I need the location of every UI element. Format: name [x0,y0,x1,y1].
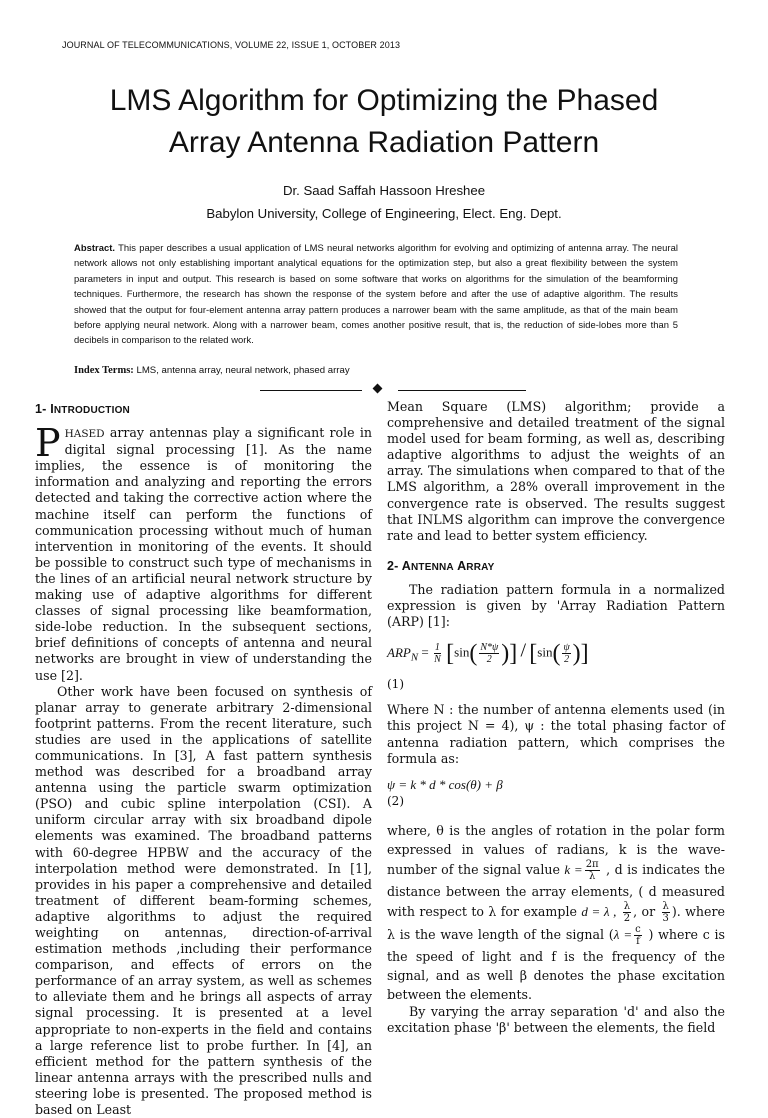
heading-rest: NTENNA [410,561,454,573]
author-affiliation: Babylon University, College of Engineering, Elect. Eng. Dept. [206,206,562,221]
equation-psi: ψ = k * d * cos(θ) + β [387,776,503,792]
array-paragraph-3: where, θ is the angles of rotation in the polar form expressed in values of radians, k is the wave-number of the signal value k = $\frac{2\pi}{\lambda}$ , d is indicates the distance between the array elements, ( d measured with respect to λ for example d = λ , $\frac{\lambda}{2}$ , or $\frac{\lambda}{3}$ ). where λ is the wave length of the signal (λ = $\frac{c}{f}$ ) where c is the speed of light and f is the frequency of the signal, and as well β denotes the phase excitation between the elements. [387,822,725,1002]
eq-arp-symbol: $ARP_N$ [387,644,419,664]
p3-part-e: ) where c is the speed of light and f is the frequency of the signal, and as well β denotes the phase excitation between the elements. [387,926,725,1002]
author-name: Dr. Saad Saffah Hassoon Hreshee [282,183,486,198]
title-line-1: LMS Algorithm for Optimizing the Phased [109,84,659,117]
intro-paragraph-1 [35,421,372,684]
divider-line-right [398,390,526,391]
heading-first-letter: I [50,402,54,416]
section-heading-introduction [35,401,372,419]
diamond-icon [373,384,383,394]
index-terms [74,365,694,376]
drop-cap-rest: HASED [64,428,105,441]
equation-number-2: (2) [387,793,404,808]
abstract-text: This paper describes a usual application of LMS neural networks algorithm for evolving and optimizing of antenna array. The neural network allows not only establishing important analytical equations for the optimization step, but also a great flexibility between the system parameters in input and output. This research is based on some software that works on algorithms for the simulation of the beamforming techniques. Furthermore, the research has shown the response of the system before and after the use of adaptive algorithm. The results showed that the output for four-element antenna array pattern produces a narrower beam with the same amplitude, as that of the main beam before applying neural network. Along with a narrower beam, comes another positive result, that is, the reduction of side-lobes more than 5 decibels in comparison to the related work. [74,242,678,346]
abstract-label: Abstract. [74,242,116,253]
title-line-2: Array Antenna Radiation Pattern [168,126,600,159]
section-heading-antenna-array [387,558,725,576]
heading-rest-2: RRAY [466,561,495,573]
array-paragraph-4: By varying the array separation 'd' and also the excitation phase 'β' between the elements, the field [387,1003,725,1035]
intro-paragraph-3: Mean Square (LMS) algorithm; provide a comprehensive and detailed treatment of the signal model used for beam forming, as well as, describing adaptive algorithms to adjust the weights of an array. The simulations when compared to that of the LMS algorithm, a 28% overall improvement in the convergence rate is observed. The results suggest that INLMS algorithm can improve the convergence rate and lead to better system efficiency. [387,399,725,543]
index-terms-text: LMS, antenna array, neural network, phased array [136,365,350,376]
section-divider [0,384,768,398]
left-column [35,399,372,1118]
intro-paragraph-1-text: array antennas play a significant role in digital signal processing [1]. As the name implies, the essence is of monitoring the information and analyzing and reporting the errors detected and taking the corrective action where the machine itself can perform the functions of communication processing without much of human intervention in monitoring of the events. It should be possible to construct such type of mechanisms in the lines of an artificial neural network structure by making use of adaptive algorithms for different classes of signal processing like beamformation, side-lobe reduction. In the subsequent sections, brief definitions of concepts of antenna and neural networks are brought in view of understanding the use [2]. [35,425,372,683]
heading-rest: NTRODUCTION [53,405,130,416]
heading-first-letter-2: A [457,558,467,573]
paper-title [40,80,728,164]
section-number: 2- [387,558,399,573]
p3-part-c: , d is indicates the distance between the array elements, ( d measured with respect to λ for example [387,861,725,919]
array-paragraph-1: The radiation pattern formula in a normalized expression is given by 'Array Radiation Pattern (ARP) [1]: [387,581,725,630]
divider-line-left [260,390,362,391]
index-terms-label: Index Terms: [74,365,134,376]
drop-cap: P [35,421,61,466]
equation-number-1: (1) [387,677,404,692]
eq-frac-1-over-n: $\frac{1}{N}$ [434,642,441,666]
right-column [387,399,725,1036]
p3-part-d: where λ is the wave length of the signal ( [387,903,725,942]
equation-arp: $ARP_N$ = $\frac{1}{N}$ [sin( $\frac{N*\psi}{2}$ )] / [sin( $\frac{\psi}{2}$ )] [387,639,589,667]
heading-first-letter: A [401,558,411,573]
intro-paragraph-2: Other work have been focused on synthesis of planar array to generate arbitrary 2-dimensional footprint patterns. From the recent literature, such studies are used in the applications of satellite communications. In [3], A fast pattern synthesis method was described for a broadband array antenna using the particle swarm optimization (PSO) and cubic spline interpolation (CSI). A uniform circular array with six broadband dipole elements was examined. The broadband patterns with 60-degree HPBW and the accuracy of the interpolation method were demonstrated. In [1], provides in his paper a comprehensive and detailed treatment of different beam-forming schemes, adaptive algorithms to adjust the required weighting on antennas, direction-of-arrival estimation methods ,including their performance comparison, and effects of errors on the performance of an array system, as well as schemes to alleviate them and he brings all aspects of array signal processing. It is presented at a level appropriate to non-experts in the field and contains a large reference list to probe further. In [4], an efficient method for the pattern synthesis of the linear antenna arrays with the prescribed nulls and steering lobe is presented. The proposed method is based on Least [35,683,372,1118]
abstract [74,240,678,348]
array-paragraph-2: Where N : the number of antenna elements used (in this project N = 4), ψ : the total phasing factor of antenna radiation pattern, which comprises the formula as: [387,702,725,766]
p3-part-b: k is the wave-number of the signal value [387,841,725,877]
p3-part-a: where, θ is the angles of rotation in the polar form expressed in values of radians, [387,822,725,857]
journal-header: JOURNAL OF TELECOMMUNICATIONS, VOLUME 22, ISSUE 1, OCTOBER 2013 [62,40,401,50]
section-number: 1- [35,402,47,416]
